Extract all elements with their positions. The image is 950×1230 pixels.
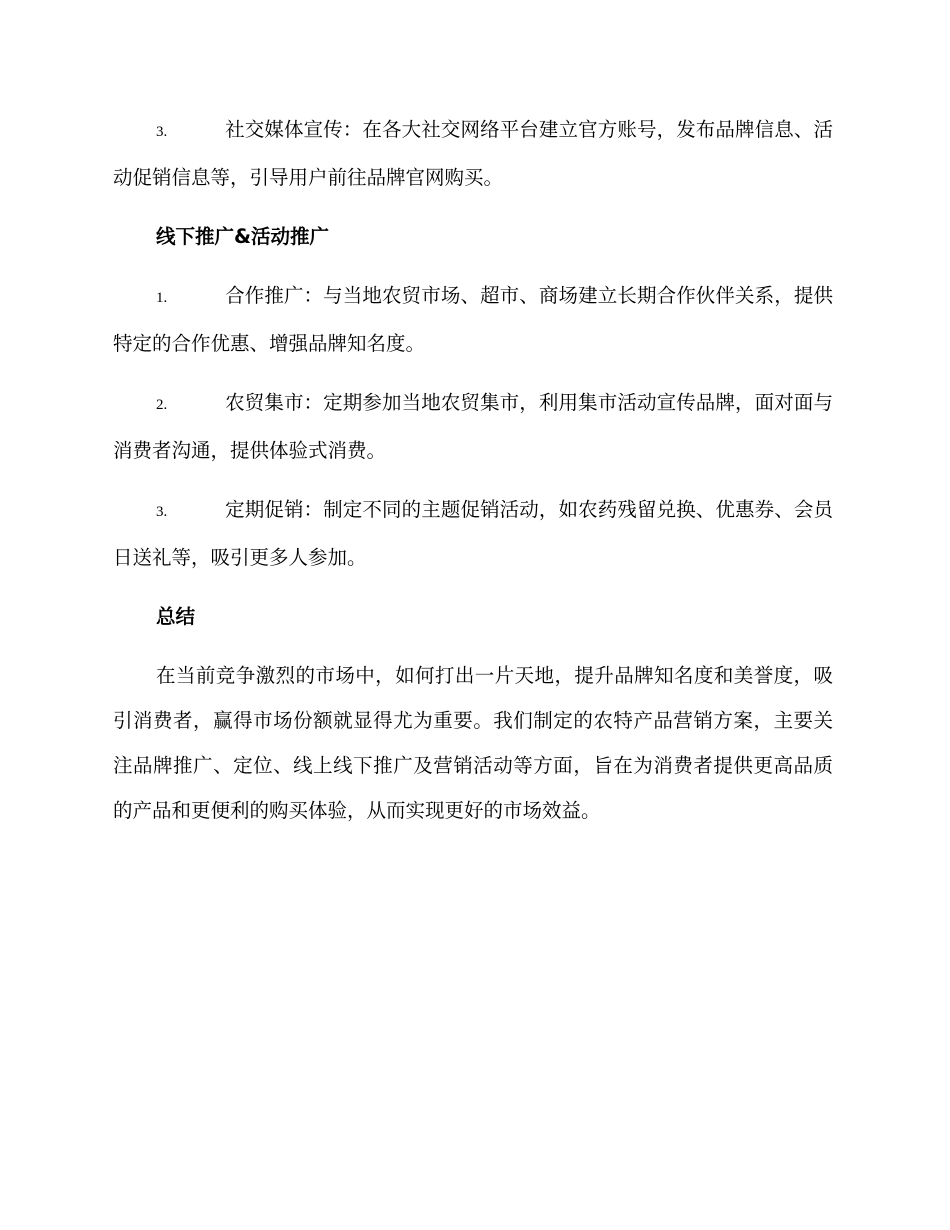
item-number: 3. bbox=[156, 504, 168, 520]
summary-heading: 总结 bbox=[156, 605, 196, 628]
item-text: 农贸集市：定期参加当地农贸集市，利用集市活动宣传品牌，面对面与消费者沟通，提供体验式消费。 bbox=[113, 391, 833, 462]
item-text: 社交媒体宣传：在各大社交网络平台建立官方账号，发布品牌信息、活动促销信息等，引导用户前往品牌官网购买。 bbox=[113, 118, 833, 189]
item-text: 合作推广：与当地农贸市场、超市、商场建立长期合作伙伴关系，提供特定的合作优惠、增强品牌知名度。 bbox=[113, 284, 833, 355]
item-text: 定期促销：制定不同的主题促销活动，如农药残留兑换、优惠券、会员日送礼等，吸引更多人参加。 bbox=[113, 498, 833, 569]
promotion-item bbox=[113, 487, 833, 580]
offline-promotion-heading: 线下推广&活动推广 bbox=[156, 225, 330, 248]
item-number: 1. bbox=[156, 290, 168, 306]
item-number: 2. bbox=[156, 397, 168, 413]
cooperation-item bbox=[113, 273, 833, 366]
social-media-item bbox=[113, 107, 833, 200]
summary-paragraph: 在当前竞争激烈的市场中，如何打出一片天地，提升品牌知名度和美誉度，吸引消费者，赢得市场份额就显得尤为重要。我们制定的农特产品营销方案，主要关注品牌推广、定位、线上线下推广及营销活动等方面，旨在为消费者提供更高品质的产品和更便利的购买体验，从而实现更好的市场效益。 bbox=[113, 664, 833, 822]
document-content bbox=[113, 107, 833, 847]
item-number: 3. bbox=[156, 124, 168, 140]
farmers-market-item bbox=[113, 380, 833, 473]
